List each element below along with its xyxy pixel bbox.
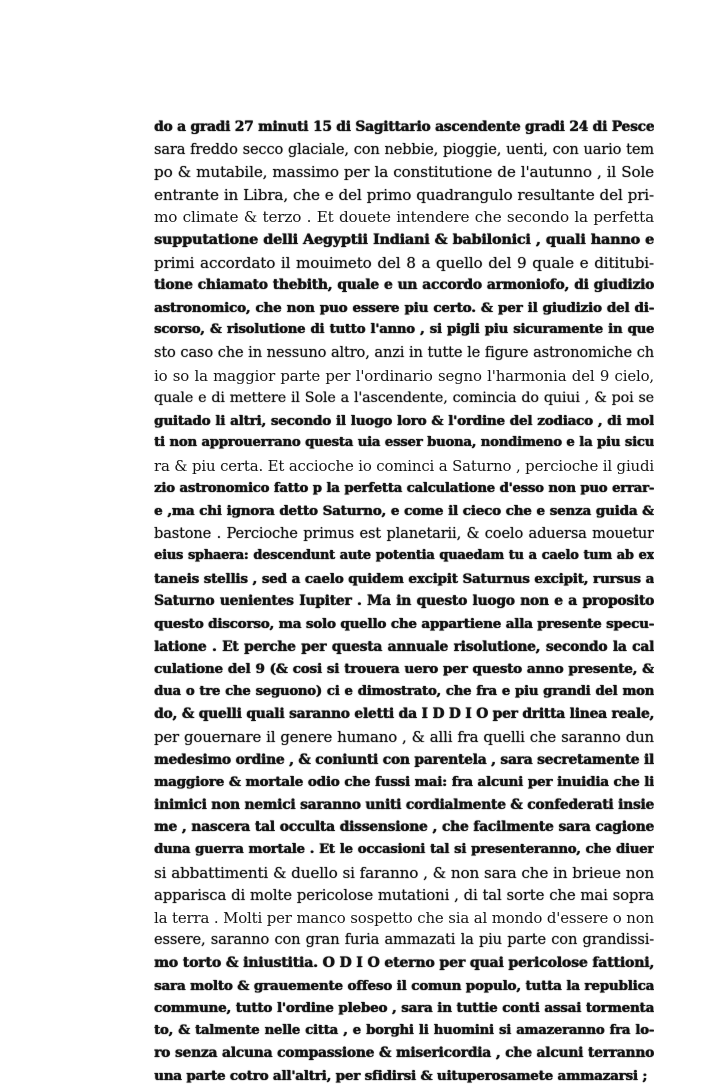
text-line: questo discorso, ma solo quello che appartiene alla presente specu-: [154, 616, 654, 633]
text-line: maggiore & mortale odio che fussi mai: fra alcuni per inuidia che li: [154, 774, 654, 791]
body-text: [154, 116, 654, 1088]
text-line: ro senza alcuna compassione & misericordia , che alcuni terranno: [154, 1045, 654, 1062]
text-line: to, & talmente nelle citta , e borghi li huomini si amazeranno fra lo-: [154, 1022, 654, 1038]
text-line: sara molto & grauemente offeso il comun populo, tutta la republica: [154, 977, 654, 994]
text-line: eius sphaera: descendunt aute potentia quaedam tu a caelo tum ab ex: [154, 548, 654, 564]
text-line: ra & piu certa. Et accioche io cominci a Saturno , percioche il giudi: [154, 456, 654, 475]
text-line: e ,ma chi ignora detto Saturno, e come il cieco che e senza guida &: [154, 503, 654, 520]
text-line: taneis stellis , sed a caelo quidem excipit Saturnus excipit, rursus a: [154, 570, 654, 587]
text-line: entrante in Libra, che e del primo quadrangulo resultante del pri-: [154, 185, 654, 204]
text-line: do, & quelli quali saranno eletti da I D D I O per dritta linea reale,: [154, 706, 654, 723]
text-line: mo torto & iniustitia. O D I O eterno per quai pericolose fattioni,: [154, 954, 654, 971]
text-line: una parte cotro all'altri, per sfidirsi & uituperosamete ammazarsi ;: [154, 1067, 648, 1084]
text-line: inimici non nemici saranno uniti cordialmente & confederati insie: [154, 796, 654, 813]
text-line: ti non approuerrano questa uia esser buona, nondimeno e la piu sicu: [154, 435, 654, 451]
text-line: primi accordato il mouimeto del 8 a quello del 9 quale e dititubi-: [154, 253, 654, 272]
text-line: io so la maggior parte per l'ordinario segno l'harmonia del 9 cielo,: [154, 366, 654, 385]
text-line: tione chiamato thebith, quale e un accordo armoniofo, di giudizio: [154, 277, 654, 294]
text-line: per gouernare il genere humano , & alli fra quelli che saranno dun: [154, 728, 654, 747]
text-line: bastone . Percioche primus est planetarii, & coelo aduersa mouetur: [154, 524, 654, 542]
text-line: do a gradi 27 minuti 15 di Sagittario ascendente gradi 24 di Pesce: [154, 119, 654, 135]
text-line: sto caso che in nessuno altro, anzi in tutte le figure astronomiche ch: [154, 343, 654, 361]
text-line: zio astronomico fatto p la perfetta calculatione d'esso non puo errar-: [154, 480, 654, 496]
text-line: scorso, & risolutione di tutto l'anno , si pigli piu sicuramente in que: [154, 322, 654, 338]
text-line: medesimo ordine , & coniunti con parentela , sara secretamente il: [154, 751, 654, 768]
text-line: quale e di mettere il Sole a l'ascendente, comincia do quiui , & poi se: [154, 390, 654, 407]
text-line: culatione del 9 (& cosi si trouera uero per questo anno presente, &: [154, 661, 654, 678]
text-line: latione . Et perche per questa annuale risolutione, secondo la cal: [154, 638, 654, 655]
text-line: essere, saranno con gran furia ammazati la piu parte con grandissi-: [154, 931, 654, 949]
text-line: astronomico, che non puo essere piu certo. & per il giudizio del di-: [154, 299, 654, 316]
text-line: supputatione delli Aegyptii Indiani & babilonici , quali hanno e: [154, 231, 654, 248]
text-line: commune, tutto l'ordine plebeo , sara in tuttie conti assai tormenta: [154, 1000, 654, 1017]
text-line: guitado li altri, secondo il luogo loro & l'ordine del zodiaco , di mol: [154, 412, 654, 429]
text-line: apparisca di molte pericolose mutationi , di tal sorte che mai sopra: [154, 886, 654, 905]
text-line: Saturno uenientes Iupiter . Ma in questo luogo non e a proposito: [154, 593, 654, 610]
text-line: si abbattimenti & duello si faranno , & non sara che in brieue non: [154, 863, 654, 882]
text-line: duna guerra mortale . Et le occasioni tal si presenteranno, che diuer: [154, 842, 654, 857]
text-line: mo climate & terzo . Et douete intendere che secondo la perfetta: [154, 208, 654, 227]
text-line: me , nascera tal occulta dissensione , che facilmente sara cagione: [154, 819, 654, 836]
text-line: la terra . Molti per manco sospetto che sia al mondo d'essere o non: [154, 908, 654, 927]
text-line: dua o tre che seguono) ci e dimostrato, che fra e piu grandi del mon: [154, 683, 654, 699]
text-line: sara freddo secco glaciale, con nebbie, pioggie, uenti, con uario tem: [154, 140, 654, 158]
text-line: po & mutabile, massimo per la constitutione de l'autunno , il Sole: [154, 163, 654, 182]
